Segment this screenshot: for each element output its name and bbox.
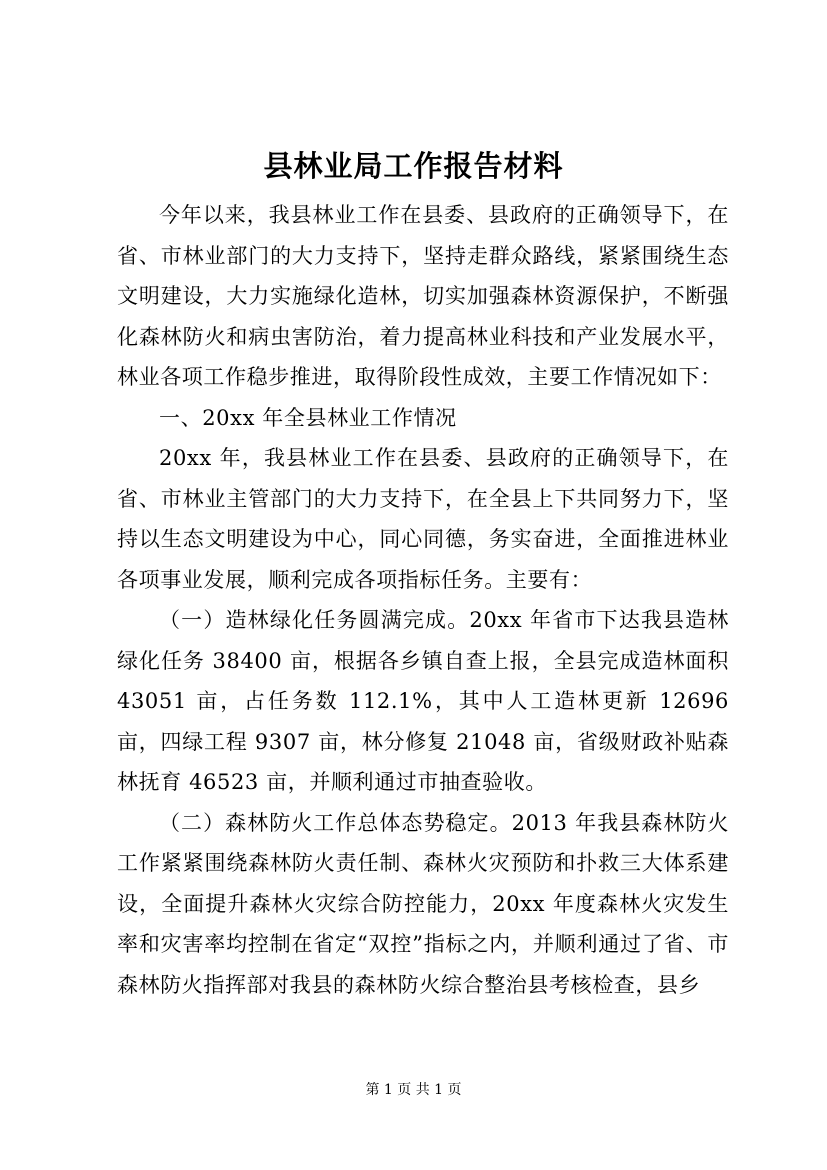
paragraph-overview: 20xx 年，我县林业工作在县委、县政府的正确领导下，在省、市林业主管部门的大力支持下，在全县上下共同努力下，坚持以生态文明建设为中心，同心同德，务实奋进，全面推进林业各项事业发展，顺利完成各项指标任务。主要有： xyxy=(117,446,729,592)
paragraph-fire-prevention: （二）森林防火工作总体态势稳定。2013 年我县森林防火工作紧紧围绕森林防火责任制、森林火灾预防和扑救三大体系建设，全面提升森林火灾综合防控能力，20xx 年度森林火灾发生率和灾害率均控制在省定“双控”指标之内，并顺利通过了省、市森林防火指挥部对我县的森林防火综合整治县考核检查，县乡 xyxy=(117,810,729,997)
page-footer: 第 1 页 共 1 页 xyxy=(365,1082,462,1098)
document-title: 县林业局工作报告材料 xyxy=(263,149,564,183)
document-body xyxy=(117,195,729,1005)
paragraph-afforestation: （一）造林绿化任务圆满完成。20xx 年省市下达我县造林绿化任务 38400 亩，根据各乡镇自查上报，全县完成造林面积 43051 亩，占任务数 112.1%，其中人工造林更新 12696 亩，四绿工程 9307 亩，林分修复 21048 亩，省级财政补贴森林抚育 46523 亩，并顺利通过市抽查验收。 xyxy=(117,608,729,794)
section-heading-1: 一、20xx 年全县林业工作情况 xyxy=(159,405,457,430)
paragraph-intro: 今年以来，我县林业工作在县委、县政府的正确领导下，在省、市林业部门的大力支持下，坚持走群众路线，紧紧围绕生态文明建设，大力实施绿化造林，切实加强森林资源保护，不断强化森林防火和病虫害防治，着力提高林业科技和产业发展水平，林业各项工作稳步推进，取得阶段性成效，主要工作情况如下： xyxy=(117,203,729,389)
